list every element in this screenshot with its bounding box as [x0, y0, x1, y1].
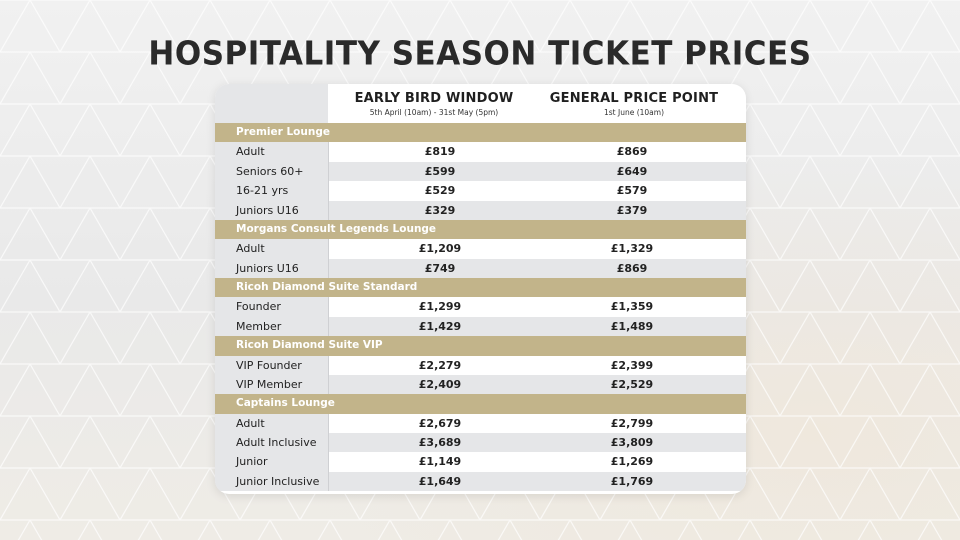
row-label-cell: [215, 142, 328, 161]
column-divider: [328, 201, 329, 220]
header-early-bird-title: EARLY BIRD WINDOW: [354, 91, 514, 106]
table-row: [215, 259, 746, 278]
column-divider: [328, 472, 329, 491]
row-label: Junior Inclusive: [236, 474, 320, 488]
table-row: [215, 317, 746, 336]
general-price: £2,799: [610, 416, 654, 430]
table-body: [215, 123, 746, 491]
category-row: [215, 123, 746, 142]
general-price: £1,269: [610, 455, 654, 469]
table-row: [215, 142, 746, 161]
header-general-price-title: GENERAL PRICE POINT: [549, 91, 719, 106]
general-price: £3,809: [610, 436, 654, 449]
table-row: [215, 201, 746, 220]
general-price: £579: [616, 184, 648, 198]
early-bird-price: £1,149: [418, 455, 462, 469]
column-divider: [328, 452, 329, 471]
row-label: Adult: [236, 242, 265, 256]
header-early-bird-dates: 5th April (10am) - 31st May (5pm): [369, 108, 499, 117]
column-divider: [328, 433, 329, 452]
early-bird-price: £819: [424, 145, 456, 159]
page-title: HOSPITALITY SEASON TICKET PRICES: [148, 35, 812, 73]
general-price: £1,489: [610, 319, 654, 333]
category-label: Morgans Consult Legends Lounge: [236, 222, 437, 235]
early-bird-price: £2,679: [418, 416, 462, 430]
header-blank-cell: [215, 84, 328, 123]
category-row: [215, 394, 746, 413]
row-label-cell: [215, 452, 328, 471]
early-bird-price: £1,649: [418, 474, 462, 488]
table-row: [215, 181, 746, 200]
early-bird-price: £2,409: [418, 377, 462, 391]
column-divider: [328, 317, 329, 336]
category-label: Ricoh Diamond Suite VIP: [236, 339, 383, 352]
table-row: [215, 297, 746, 316]
table-row: [215, 414, 746, 433]
table-row: [215, 162, 746, 181]
table-row: [215, 452, 746, 471]
row-label: VIP Member: [236, 377, 303, 391]
early-bird-price: £329: [424, 203, 456, 217]
early-bird-price: £3,689: [418, 436, 462, 449]
general-price: £649: [616, 164, 648, 178]
row-label: 16-21 yrs: [236, 184, 289, 198]
row-label: Member: [236, 319, 282, 333]
row-label: VIP Founder: [236, 358, 302, 372]
row-label: Junior: [236, 455, 268, 469]
early-bird-price: £529: [424, 184, 456, 198]
early-bird-price: £2,279: [418, 358, 462, 372]
table-row: [215, 239, 746, 258]
row-label: Juniors U16: [236, 261, 299, 275]
row-label-cell: [215, 414, 328, 433]
column-divider: [328, 162, 329, 181]
category-row: [215, 220, 746, 239]
category-label: Ricoh Diamond Suite Standard: [236, 281, 418, 293]
category-row: [215, 278, 746, 297]
row-label-cell: [215, 239, 328, 258]
table-row: [215, 433, 746, 452]
column-divider: [328, 297, 329, 316]
column-divider: [328, 259, 329, 278]
header-general-price-dates: 1st June (10am): [603, 108, 665, 117]
table-header: [215, 84, 746, 123]
row-label: Adult: [236, 416, 265, 430]
column-divider: [328, 239, 329, 258]
table-row: [215, 375, 746, 394]
general-price: £869: [616, 261, 648, 275]
row-label: Founder: [236, 300, 281, 314]
early-bird-price: £1,299: [418, 300, 462, 314]
column-divider: [328, 181, 329, 200]
general-price: £1,359: [610, 300, 654, 314]
price-table: [215, 84, 746, 494]
early-bird-price: £599: [424, 164, 456, 178]
early-bird-price: £1,209: [418, 242, 462, 256]
header-early-bird: [329, 91, 539, 117]
table-row: [215, 472, 746, 491]
general-price: £2,529: [610, 377, 654, 391]
early-bird-price: £749: [424, 261, 456, 275]
category-label: Premier Lounge: [236, 126, 330, 138]
column-divider: [328, 375, 329, 394]
general-price: £1,769: [610, 474, 654, 488]
general-price: £379: [616, 203, 648, 217]
row-label: Seniors 60+: [236, 164, 304, 178]
general-price: £2,399: [610, 358, 654, 372]
column-divider: [328, 414, 329, 433]
category-label: Captains Lounge: [236, 397, 335, 410]
column-divider: [328, 142, 329, 161]
general-price: £869: [616, 145, 648, 159]
row-label: Juniors U16: [236, 203, 299, 217]
early-bird-price: £1,429: [418, 319, 462, 333]
category-row: [215, 336, 746, 355]
row-label: Adult: [236, 145, 265, 159]
row-label: Adult Inclusive: [236, 436, 317, 449]
table-row: [215, 356, 746, 375]
general-price: £1,329: [610, 242, 654, 256]
column-divider: [328, 356, 329, 375]
header-general-price: [539, 91, 729, 117]
